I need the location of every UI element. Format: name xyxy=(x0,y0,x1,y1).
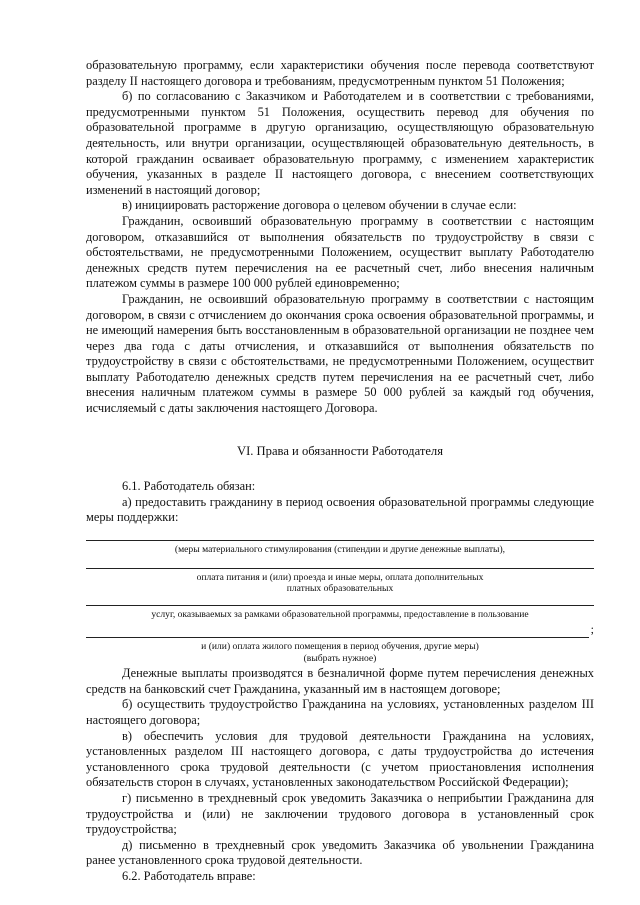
paragraph-citizen-not-graduated: Гражданин, не освоивший образовательную программу в соответствии с настоящим договором, в связи с отчислением до окончания срока освоения образовательной программы, и не имеющий намерения быть восстановленным в образовательной организации не позднее чем через два года с даты отчисления, и отказавшийся от выполнения обязательств по трудоустройству в связи с обстоятельствами, не предусмотренными Положением, осуществит выплату Работодателю денежных средств путем перечисления на ее расчетный счет, либо внесения наличным платежом суммы в размере 50 000 рублей за каждый год обучения, исчисляемый с даты заключения настоящего Договора. xyxy=(86,291,594,416)
caption-4b: (выбрать нужное) xyxy=(303,652,377,664)
paragraph-v: в) инициировать расторжение договора о целевом обучении в случае если: xyxy=(122,198,517,213)
clause-6-1-b: б) осуществить трудоустройство Гражданина на условиях, установленных разделом III настоящего договора; xyxy=(86,697,594,727)
clause-6-1-g: г) письменно в трехдневный срок уведомить Заказчика о неприбытии Гражданина для трудоустройства и (или) не заключении трудового договора в установленный срок трудоустройства; xyxy=(86,790,594,837)
caption-3: услуг, оказываемых за рамками образовательной программы, предоставление в пользование xyxy=(151,608,529,620)
caption-2a: оплата питания и (или) проезда и иные меры, оплата дополнительных xyxy=(196,571,484,583)
clause-6-1-a: а) предоставить гражданину в период освоения образовательной программы следующие меры поддержки: xyxy=(86,494,594,525)
clause-6-1-v: в) обеспечить условия для трудовой деятельности Гражданина на условиях, установленных разделом III настоящего договора, с даты трудоустройства до истечения установленного срока трудовой деятельности (с учетом приостановления исполнения обязательств сторон в случаях, установленных законодательством Российской Федерации); xyxy=(86,728,594,790)
caption-1: (меры материального стимулирования (стипендии и другие денежные выплаты), xyxy=(174,544,506,556)
clause-6-1-d: д) письменно в трехдневный срок уведомить Заказчика об увольнении Гражданина ранее установленного срока трудовой деятельности. xyxy=(86,837,594,868)
clause-6-2: 6.2. Работодатель вправе: xyxy=(122,868,256,883)
paragraph-citizen-graduated: Гражданин, освоивший образовательную программу в соответствии с настоящим договором, отказавшийся от выполнения обязательств по трудоустройству в связи с обстоятельствами, не предусмотренными Положением, осуществит выплату Работодателю денежных средств путем перечисления на ее расчетный счет, либо внесения наличным платежом суммы в размере 100 000 рублей единовременно; xyxy=(86,213,594,291)
fill-line-4[interactable] xyxy=(86,627,589,638)
caption-2b: платных образовательных xyxy=(286,583,394,595)
fill-line-1[interactable] xyxy=(86,540,594,541)
caption-4a: и (или) оплата жилого помещения в период обучения, другие меры) xyxy=(201,641,479,652)
fill-line-4-row xyxy=(86,622,594,638)
semicolon: ; xyxy=(590,622,594,637)
document-page xyxy=(86,58,594,885)
support-measures-block xyxy=(86,540,594,664)
section-title: VI. Права и обязанности Работодателя xyxy=(236,443,444,458)
paragraph-b: б) по согласованию с Заказчиком и Работодателем и в соответствии с требованиями, предусмотренными пунктом 51 Положения, осуществить перевод для обучения по образовательной программе в другую организацию, осуществляющую образовательную деятельность, или внутри организации, осуществляющей образовательную деятельность, в которой гражданин осваивает образовательную программу, с изменением характеристик обучения, указанных в разделе II настоящего договора, с внесением соответствующих изменений в настоящий договор; xyxy=(86,89,594,197)
clause-6-1: 6.1. Работодатель обязан: xyxy=(122,479,256,494)
fill-line-3[interactable] xyxy=(86,605,594,606)
paragraph-money: Денежные выплаты производятся в безналичной форме путем перечисления денежных средств на банковский счет Гражданина, указанный им в настоящем договоре; xyxy=(86,666,594,696)
paragraph-top: образовательную программу, если характеристики обучения после перевода соответствуют разделу II настоящего договора и требованиям, предусмотренным пунктом 51 Положения; xyxy=(86,58,594,88)
fill-line-2[interactable] xyxy=(86,568,594,569)
